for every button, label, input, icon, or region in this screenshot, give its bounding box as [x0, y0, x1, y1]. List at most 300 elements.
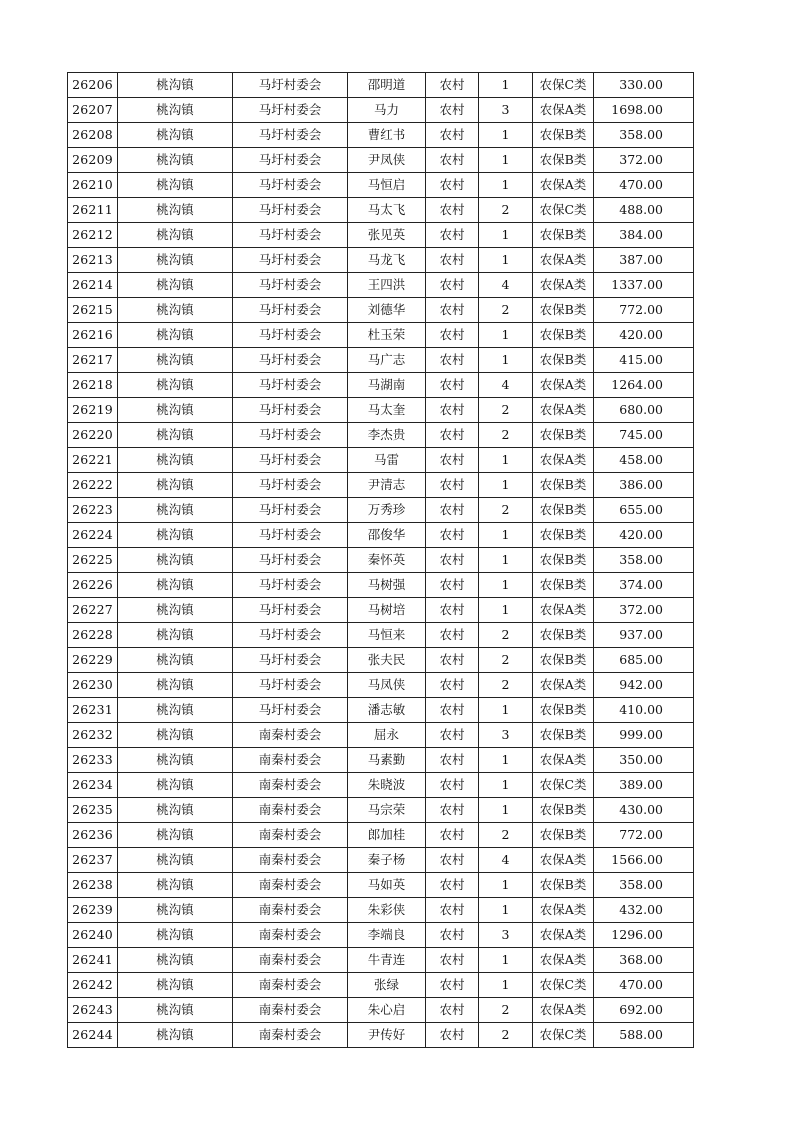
- village-committee-cell: 南秦村委会: [233, 998, 348, 1023]
- amount-cell: 420.00: [594, 523, 694, 548]
- name-cell: 朱心启: [348, 998, 426, 1023]
- household-count-cell: 2: [479, 673, 533, 698]
- record-id-cell: 26238: [68, 873, 118, 898]
- household-count-cell: 2: [479, 648, 533, 673]
- town-cell: 桃沟镇: [118, 523, 233, 548]
- name-cell: 张绿: [348, 973, 426, 998]
- area-type-cell: 农村: [426, 698, 479, 723]
- name-cell: 马太奎: [348, 398, 426, 423]
- insurance-class-cell: 农保A类: [533, 848, 594, 873]
- insurance-class-cell: 农保B类: [533, 723, 594, 748]
- name-cell: 马树强: [348, 573, 426, 598]
- village-committee-cell: 马圩村委会: [233, 348, 348, 373]
- village-committee-cell: 南秦村委会: [233, 1023, 348, 1048]
- record-id-cell: 26213: [68, 248, 118, 273]
- village-committee-cell: 南秦村委会: [233, 898, 348, 923]
- table-row: [68, 148, 694, 173]
- village-committee-cell: 马圩村委会: [233, 648, 348, 673]
- table-row: [68, 223, 694, 248]
- insurance-class-cell: 农保A类: [533, 898, 594, 923]
- table-row: [68, 623, 694, 648]
- insurance-class-cell: 农保B类: [533, 798, 594, 823]
- insurance-class-cell: 农保B类: [533, 223, 594, 248]
- record-id-cell: 26211: [68, 198, 118, 223]
- amount-cell: 1566.00: [594, 848, 694, 873]
- name-cell: 马宗荣: [348, 798, 426, 823]
- village-committee-cell: 南秦村委会: [233, 923, 348, 948]
- household-count-cell: 4: [479, 273, 533, 298]
- village-committee-cell: 马圩村委会: [233, 473, 348, 498]
- amount-cell: 432.00: [594, 898, 694, 923]
- amount-cell: 410.00: [594, 698, 694, 723]
- town-cell: 桃沟镇: [118, 998, 233, 1023]
- town-cell: 桃沟镇: [118, 698, 233, 723]
- town-cell: 桃沟镇: [118, 223, 233, 248]
- village-committee-cell: 马圩村委会: [233, 323, 348, 348]
- town-cell: 桃沟镇: [118, 573, 233, 598]
- town-cell: 桃沟镇: [118, 648, 233, 673]
- town-cell: 桃沟镇: [118, 448, 233, 473]
- name-cell: 曹红书: [348, 123, 426, 148]
- town-cell: 桃沟镇: [118, 148, 233, 173]
- name-cell: 秦怀英: [348, 548, 426, 573]
- town-cell: 桃沟镇: [118, 973, 233, 998]
- table-row: [68, 523, 694, 548]
- record-id-cell: 26235: [68, 798, 118, 823]
- name-cell: 马恒启: [348, 173, 426, 198]
- village-committee-cell: 马圩村委会: [233, 223, 348, 248]
- area-type-cell: 农村: [426, 398, 479, 423]
- area-type-cell: 农村: [426, 873, 479, 898]
- town-cell: 桃沟镇: [118, 798, 233, 823]
- town-cell: 桃沟镇: [118, 398, 233, 423]
- village-committee-cell: 马圩村委会: [233, 623, 348, 648]
- town-cell: 桃沟镇: [118, 873, 233, 898]
- table-row: [68, 748, 694, 773]
- insurance-class-cell: 农保B类: [533, 348, 594, 373]
- village-committee-cell: 马圩村委会: [233, 548, 348, 573]
- name-cell: 邵明道: [348, 73, 426, 98]
- insurance-class-cell: 农保A类: [533, 98, 594, 123]
- town-cell: 桃沟镇: [118, 273, 233, 298]
- amount-cell: 655.00: [594, 498, 694, 523]
- insurance-class-cell: 农保A类: [533, 598, 594, 623]
- town-cell: 桃沟镇: [118, 173, 233, 198]
- records-table-body: [68, 73, 694, 1048]
- village-committee-cell: 南秦村委会: [233, 948, 348, 973]
- household-count-cell: 1: [479, 548, 533, 573]
- town-cell: 桃沟镇: [118, 748, 233, 773]
- household-count-cell: 1: [479, 448, 533, 473]
- record-id-cell: 26218: [68, 373, 118, 398]
- insurance-class-cell: 农保A类: [533, 923, 594, 948]
- amount-cell: 937.00: [594, 623, 694, 648]
- table-row: [68, 123, 694, 148]
- household-count-cell: 1: [479, 473, 533, 498]
- amount-cell: 358.00: [594, 123, 694, 148]
- table-row: [68, 673, 694, 698]
- name-cell: 朱彩侠: [348, 898, 426, 923]
- record-id-cell: 26216: [68, 323, 118, 348]
- insurance-class-cell: 农保B类: [533, 573, 594, 598]
- town-cell: 桃沟镇: [118, 598, 233, 623]
- village-committee-cell: 马圩村委会: [233, 73, 348, 98]
- insurance-class-cell: 农保B类: [533, 423, 594, 448]
- village-committee-cell: 马圩村委会: [233, 198, 348, 223]
- name-cell: 马如英: [348, 873, 426, 898]
- table-row: [68, 848, 694, 873]
- household-count-cell: 1: [479, 173, 533, 198]
- insurance-class-cell: 农保A类: [533, 948, 594, 973]
- household-count-cell: 2: [479, 823, 533, 848]
- household-count-cell: 4: [479, 373, 533, 398]
- name-cell: 尹传好: [348, 1023, 426, 1048]
- name-cell: 马恒来: [348, 623, 426, 648]
- area-type-cell: 农村: [426, 798, 479, 823]
- insurance-class-cell: 农保A类: [533, 673, 594, 698]
- amount-cell: 430.00: [594, 798, 694, 823]
- village-committee-cell: 南秦村委会: [233, 723, 348, 748]
- record-id-cell: 26232: [68, 723, 118, 748]
- area-type-cell: 农村: [426, 273, 479, 298]
- table-row: [68, 498, 694, 523]
- amount-cell: 389.00: [594, 773, 694, 798]
- insurance-class-cell: 农保B类: [533, 548, 594, 573]
- household-count-cell: 1: [479, 948, 533, 973]
- amount-cell: 350.00: [594, 748, 694, 773]
- table-row: [68, 248, 694, 273]
- area-type-cell: 农村: [426, 73, 479, 98]
- area-type-cell: 农村: [426, 148, 479, 173]
- record-id-cell: 26208: [68, 123, 118, 148]
- town-cell: 桃沟镇: [118, 498, 233, 523]
- household-count-cell: 1: [479, 323, 533, 348]
- household-count-cell: 2: [479, 1023, 533, 1048]
- town-cell: 桃沟镇: [118, 98, 233, 123]
- record-id-cell: 26240: [68, 923, 118, 948]
- area-type-cell: 农村: [426, 848, 479, 873]
- town-cell: 桃沟镇: [118, 73, 233, 98]
- table-row: [68, 723, 694, 748]
- household-count-cell: 1: [479, 898, 533, 923]
- record-id-cell: 26237: [68, 848, 118, 873]
- village-committee-cell: 南秦村委会: [233, 848, 348, 873]
- area-type-cell: 农村: [426, 823, 479, 848]
- amount-cell: 330.00: [594, 73, 694, 98]
- amount-cell: 470.00: [594, 173, 694, 198]
- town-cell: 桃沟镇: [118, 773, 233, 798]
- table-row: [68, 698, 694, 723]
- table-row: [68, 1023, 694, 1048]
- record-id-cell: 26214: [68, 273, 118, 298]
- table-row: [68, 823, 694, 848]
- insurance-class-cell: 农保B类: [533, 523, 594, 548]
- name-cell: 牛青连: [348, 948, 426, 973]
- record-id-cell: 26223: [68, 498, 118, 523]
- area-type-cell: 农村: [426, 373, 479, 398]
- name-cell: 万秀珍: [348, 498, 426, 523]
- village-committee-cell: 马圩村委会: [233, 98, 348, 123]
- record-id-cell: 26233: [68, 748, 118, 773]
- record-id-cell: 26243: [68, 998, 118, 1023]
- insurance-class-cell: 农保B类: [533, 323, 594, 348]
- name-cell: 马雷: [348, 448, 426, 473]
- amount-cell: 470.00: [594, 973, 694, 998]
- record-id-cell: 26215: [68, 298, 118, 323]
- table-row: [68, 98, 694, 123]
- amount-cell: 1337.00: [594, 273, 694, 298]
- household-count-cell: 2: [479, 198, 533, 223]
- table-row: [68, 998, 694, 1023]
- record-id-cell: 26206: [68, 73, 118, 98]
- records-table: [67, 72, 694, 1048]
- area-type-cell: 农村: [426, 1023, 479, 1048]
- name-cell: 邵俊华: [348, 523, 426, 548]
- village-committee-cell: 马圩村委会: [233, 598, 348, 623]
- household-count-cell: 1: [479, 798, 533, 823]
- amount-cell: 1296.00: [594, 923, 694, 948]
- household-count-cell: 1: [479, 123, 533, 148]
- household-count-cell: 2: [479, 298, 533, 323]
- area-type-cell: 农村: [426, 998, 479, 1023]
- name-cell: 马龙飞: [348, 248, 426, 273]
- town-cell: 桃沟镇: [118, 473, 233, 498]
- insurance-class-cell: 农保C类: [533, 1023, 594, 1048]
- household-count-cell: 1: [479, 973, 533, 998]
- area-type-cell: 农村: [426, 223, 479, 248]
- table-row: [68, 573, 694, 598]
- name-cell: 杜玉荣: [348, 323, 426, 348]
- village-committee-cell: 马圩村委会: [233, 248, 348, 273]
- amount-cell: 358.00: [594, 873, 694, 898]
- household-count-cell: 2: [479, 423, 533, 448]
- village-committee-cell: 马圩村委会: [233, 573, 348, 598]
- table-row: [68, 323, 694, 348]
- area-type-cell: 农村: [426, 473, 479, 498]
- household-count-cell: 2: [479, 998, 533, 1023]
- name-cell: 潘志敏: [348, 698, 426, 723]
- household-count-cell: 4: [479, 848, 533, 873]
- village-committee-cell: 马圩村委会: [233, 273, 348, 298]
- household-count-cell: 1: [479, 573, 533, 598]
- record-id-cell: 26207: [68, 98, 118, 123]
- amount-cell: 415.00: [594, 348, 694, 373]
- town-cell: 桃沟镇: [118, 848, 233, 873]
- table-row: [68, 273, 694, 298]
- village-committee-cell: 马圩村委会: [233, 498, 348, 523]
- insurance-class-cell: 农保B类: [533, 298, 594, 323]
- table-row: [68, 873, 694, 898]
- town-cell: 桃沟镇: [118, 323, 233, 348]
- village-committee-cell: 马圩村委会: [233, 148, 348, 173]
- amount-cell: 999.00: [594, 723, 694, 748]
- village-committee-cell: 马圩村委会: [233, 373, 348, 398]
- record-id-cell: 26210: [68, 173, 118, 198]
- amount-cell: 588.00: [594, 1023, 694, 1048]
- name-cell: 马湖南: [348, 373, 426, 398]
- household-count-cell: 1: [479, 698, 533, 723]
- village-committee-cell: 南秦村委会: [233, 823, 348, 848]
- name-cell: 张夫民: [348, 648, 426, 673]
- town-cell: 桃沟镇: [118, 723, 233, 748]
- amount-cell: 384.00: [594, 223, 694, 248]
- household-count-cell: 2: [479, 623, 533, 648]
- insurance-class-cell: 农保B类: [533, 823, 594, 848]
- household-count-cell: 1: [479, 248, 533, 273]
- area-type-cell: 农村: [426, 323, 479, 348]
- name-cell: 朱晓波: [348, 773, 426, 798]
- household-count-cell: 1: [479, 773, 533, 798]
- name-cell: 尹凤侠: [348, 148, 426, 173]
- household-count-cell: 1: [479, 148, 533, 173]
- table-row: [68, 448, 694, 473]
- village-committee-cell: 马圩村委会: [233, 423, 348, 448]
- record-id-cell: 26239: [68, 898, 118, 923]
- amount-cell: 772.00: [594, 823, 694, 848]
- area-type-cell: 农村: [426, 673, 479, 698]
- amount-cell: 1698.00: [594, 98, 694, 123]
- household-count-cell: 1: [479, 748, 533, 773]
- area-type-cell: 农村: [426, 123, 479, 148]
- area-type-cell: 农村: [426, 898, 479, 923]
- town-cell: 桃沟镇: [118, 623, 233, 648]
- town-cell: 桃沟镇: [118, 923, 233, 948]
- name-cell: 王四洪: [348, 273, 426, 298]
- area-type-cell: 农村: [426, 298, 479, 323]
- table-row: [68, 373, 694, 398]
- area-type-cell: 农村: [426, 723, 479, 748]
- amount-cell: 685.00: [594, 648, 694, 673]
- village-committee-cell: 马圩村委会: [233, 448, 348, 473]
- table-row: [68, 348, 694, 373]
- insurance-class-cell: 农保A类: [533, 998, 594, 1023]
- record-id-cell: 26226: [68, 573, 118, 598]
- area-type-cell: 农村: [426, 498, 479, 523]
- area-type-cell: 农村: [426, 548, 479, 573]
- village-committee-cell: 南秦村委会: [233, 773, 348, 798]
- village-committee-cell: 马圩村委会: [233, 698, 348, 723]
- area-type-cell: 农村: [426, 173, 479, 198]
- village-committee-cell: 马圩村委会: [233, 523, 348, 548]
- village-committee-cell: 南秦村委会: [233, 873, 348, 898]
- area-type-cell: 农村: [426, 448, 479, 473]
- household-count-cell: 1: [479, 523, 533, 548]
- record-id-cell: 26227: [68, 598, 118, 623]
- village-committee-cell: 马圩村委会: [233, 173, 348, 198]
- name-cell: 马广志: [348, 348, 426, 373]
- area-type-cell: 农村: [426, 598, 479, 623]
- household-count-cell: 2: [479, 498, 533, 523]
- table-row: [68, 773, 694, 798]
- table-row: [68, 898, 694, 923]
- amount-cell: 387.00: [594, 248, 694, 273]
- amount-cell: 1264.00: [594, 373, 694, 398]
- table-row: [68, 298, 694, 323]
- area-type-cell: 农村: [426, 423, 479, 448]
- town-cell: 桃沟镇: [118, 673, 233, 698]
- area-type-cell: 农村: [426, 748, 479, 773]
- amount-cell: 458.00: [594, 448, 694, 473]
- insurance-class-cell: 农保B类: [533, 623, 594, 648]
- town-cell: 桃沟镇: [118, 123, 233, 148]
- town-cell: 桃沟镇: [118, 548, 233, 573]
- record-id-cell: 26220: [68, 423, 118, 448]
- household-count-cell: 2: [479, 398, 533, 423]
- area-type-cell: 农村: [426, 98, 479, 123]
- record-id-cell: 26209: [68, 148, 118, 173]
- amount-cell: 488.00: [594, 198, 694, 223]
- name-cell: 郎加桂: [348, 823, 426, 848]
- record-id-cell: 26225: [68, 548, 118, 573]
- household-count-cell: 3: [479, 923, 533, 948]
- household-count-cell: 3: [479, 98, 533, 123]
- insurance-class-cell: 农保A类: [533, 448, 594, 473]
- area-type-cell: 农村: [426, 648, 479, 673]
- amount-cell: 772.00: [594, 298, 694, 323]
- household-count-cell: 1: [479, 73, 533, 98]
- amount-cell: 358.00: [594, 548, 694, 573]
- insurance-class-cell: 农保B类: [533, 473, 594, 498]
- town-cell: 桃沟镇: [118, 823, 233, 848]
- name-cell: 马素勤: [348, 748, 426, 773]
- village-committee-cell: 马圩村委会: [233, 123, 348, 148]
- village-committee-cell: 南秦村委会: [233, 973, 348, 998]
- insurance-class-cell: 农保C类: [533, 973, 594, 998]
- table-row: [68, 798, 694, 823]
- insurance-class-cell: 农保A类: [533, 273, 594, 298]
- insurance-class-cell: 农保A类: [533, 373, 594, 398]
- amount-cell: 420.00: [594, 323, 694, 348]
- insurance-class-cell: 农保B类: [533, 498, 594, 523]
- table-row: [68, 598, 694, 623]
- area-type-cell: 农村: [426, 923, 479, 948]
- insurance-class-cell: 农保B类: [533, 873, 594, 898]
- record-id-cell: 26242: [68, 973, 118, 998]
- insurance-class-cell: 农保A类: [533, 398, 594, 423]
- household-count-cell: 3: [479, 723, 533, 748]
- record-id-cell: 26222: [68, 473, 118, 498]
- insurance-class-cell: 农保C类: [533, 198, 594, 223]
- record-id-cell: 26219: [68, 398, 118, 423]
- record-id-cell: 26244: [68, 1023, 118, 1048]
- record-id-cell: 26228: [68, 623, 118, 648]
- town-cell: 桃沟镇: [118, 898, 233, 923]
- area-type-cell: 农村: [426, 948, 479, 973]
- village-committee-cell: 南秦村委会: [233, 798, 348, 823]
- insurance-class-cell: 农保B类: [533, 123, 594, 148]
- table-row: [68, 198, 694, 223]
- area-type-cell: 农村: [426, 773, 479, 798]
- town-cell: 桃沟镇: [118, 348, 233, 373]
- name-cell: 刘德华: [348, 298, 426, 323]
- town-cell: 桃沟镇: [118, 248, 233, 273]
- record-id-cell: 26212: [68, 223, 118, 248]
- area-type-cell: 农村: [426, 573, 479, 598]
- record-id-cell: 26234: [68, 773, 118, 798]
- insurance-class-cell: 农保C类: [533, 773, 594, 798]
- area-type-cell: 农村: [426, 973, 479, 998]
- area-type-cell: 农村: [426, 248, 479, 273]
- amount-cell: 372.00: [594, 598, 694, 623]
- name-cell: 张见英: [348, 223, 426, 248]
- amount-cell: 942.00: [594, 673, 694, 698]
- name-cell: 李杰贵: [348, 423, 426, 448]
- household-count-cell: 1: [479, 348, 533, 373]
- table-row: [68, 173, 694, 198]
- amount-cell: 372.00: [594, 148, 694, 173]
- village-committee-cell: 马圩村委会: [233, 673, 348, 698]
- record-id-cell: 26224: [68, 523, 118, 548]
